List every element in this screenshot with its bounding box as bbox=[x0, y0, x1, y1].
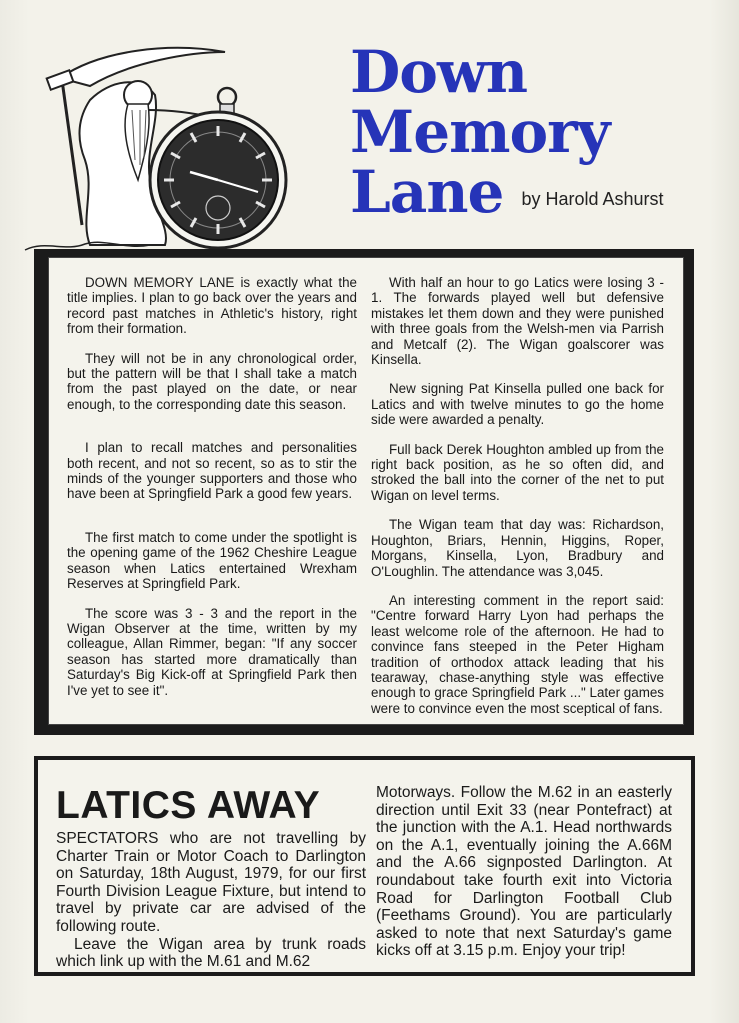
article-paragraph: Full back Derek Houghton ambled up from the right back position, as he so often did, and stroked the ball into the corner of the net to put Wigan on level terms. bbox=[371, 441, 664, 503]
article-paragraph: New signing Pat Kinsella pulled one back for Latics and with twelve minutes to go the home side were awarded a penalty. bbox=[371, 381, 664, 428]
father-time-illustration bbox=[20, 40, 320, 255]
byline: by Harold Ashurst bbox=[521, 189, 664, 209]
article-paragraph: An interesting comment in the report said: "Centre forward Harry Lyon had perhaps the least welcome role of the afternoon. He had to convince fans steeped in the Peter Higham tradition of orthodox attack leading that his tearaway, chase-anything style was effective enough to grace Springfield Park ..." Later games were to convince even the most sceptical of fans. bbox=[371, 592, 664, 716]
title-line-1: Down bbox=[350, 38, 528, 106]
article-paragraph: They will not be in any chronological order, but the pattern will be that I shall take a match from the past played on the date, or near enough, to the corresponding date this season. bbox=[67, 350, 357, 412]
article-paragraph: The Wigan team that day was: Richardson, Houghton, Briars, Hennin, Higgins, Roper, Morgans, Kinsella, Lyon, Bradbury and O'Loughlin. The attendance was 3,045. bbox=[371, 517, 664, 579]
article-paragraph: I plan to recall matches and personalities both recent, and not so recent, so as to stir the minds of the younger supporters and those who have been at Springfield Park a good few years. bbox=[67, 440, 357, 502]
latics-away-paragraph: Leave the Wigan area by trunk roads which link up with the M.61 and M.62 bbox=[56, 935, 366, 971]
article-paragraph: The first match to come under the spotlight is the opening game of the 1962 Cheshire League season when Latics entertained Wrexham Reserves at Springfield Park. bbox=[67, 529, 357, 592]
article-panel bbox=[48, 257, 684, 725]
latics-away-paragraph: SPECTATORS who are not travelling by Charter Train or Motor Coach to Darlington on Saturday, 18th August, 1979, for our first Fourth Division League Fixture, but intend to travel by private car are advised of the following route. bbox=[56, 830, 366, 935]
latics-away-frame bbox=[34, 756, 695, 976]
article-column-left bbox=[67, 275, 357, 712]
article-paragraph: DOWN MEMORY LANE is exactly what the title implies. I plan to go back over the years and record past matches in Athletic's history, right from their formation. bbox=[67, 275, 357, 337]
article-frame bbox=[34, 249, 694, 735]
title-byline-row bbox=[350, 158, 710, 226]
title-line-2: Memory bbox=[350, 98, 610, 166]
latics-away-heading: LATICS AWAY bbox=[56, 784, 321, 827]
title-line-3: Lane bbox=[350, 158, 504, 226]
article-paragraph: The score was 3 - 3 and the report in the Wigan Observer at the time, written by my colleague, Allan Rimmer, began: "If any soccer season has started more dramatically than Saturday's Big Kick-off at Springfield Park then I've yet to see it". bbox=[67, 605, 357, 698]
article-paragraph: With half an hour to go Latics were losing 3 - 1. The forwards played well but defensive mistakes let them down and they were punished with three goals from the Welsh-men via Parrish and Metcalf (2). The Wigan goalscorer was Kinsella. bbox=[371, 275, 664, 368]
title-block bbox=[350, 38, 710, 226]
latics-away-column-right: Motorways. Follow the M.62 in an easterly direction until Exit 33 (near Pontefract) at the junction with the A.1. Head northwards on the A.1, eventually joining the A.66M and the A.66 signposted Darlington. At roundabout take fourth exit into Victoria Road for Darlington Football Club (Feethams Ground). You are particularly asked to note that next Saturday's game kicks off at 3.15 p.m. Enjoy your trip! bbox=[376, 784, 672, 960]
article-column-right bbox=[371, 275, 664, 730]
latics-away-column-left bbox=[56, 830, 366, 971]
latics-away-panel bbox=[38, 760, 691, 972]
